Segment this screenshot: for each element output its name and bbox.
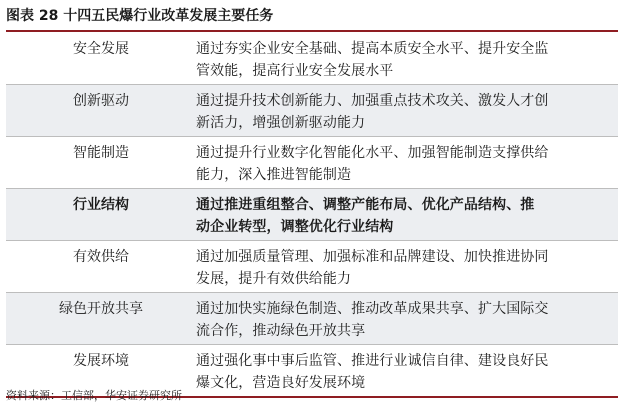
row-category: 安全发展 <box>73 41 129 57</box>
row-category: 发展环境 <box>73 353 129 369</box>
source-note: 资料来源：工信部，华安证券研究所 <box>6 389 182 402</box>
table-row <box>6 137 618 189</box>
row-description <box>192 191 618 238</box>
description-line: 通过提升技术创新能力、加强重点技术攻关、激发人才创 <box>196 93 549 109</box>
table-row <box>6 33 618 85</box>
row-category: 行业结构 <box>73 197 129 213</box>
task-table <box>6 33 618 398</box>
row-description <box>192 347 618 394</box>
description-line: 通过推进重组整合、调整产能布局、优化产品结构、推 <box>196 197 535 213</box>
description-line: 通过加强质量管理、加强标准和品牌建设、加快推进协同 <box>196 249 549 265</box>
description-line: 通过提升行业数字化智能化水平、加强智能制造支撑供给 <box>196 145 549 161</box>
description-line: 流合作，推动绿色开放共享 <box>196 323 366 339</box>
row-description <box>192 35 618 82</box>
description-line: 动企业转型，调整优化行业结构 <box>196 219 394 235</box>
row-description <box>192 295 618 342</box>
table-row <box>6 189 618 241</box>
table-row <box>6 293 618 345</box>
description-line: 能力，深入推进智能制造 <box>196 167 352 183</box>
row-category: 智能制造 <box>73 145 129 161</box>
table-row <box>6 85 618 137</box>
description-line: 新活力，增强创新驱动能力 <box>196 115 366 131</box>
row-category: 有效供给 <box>73 249 129 265</box>
row-description <box>192 139 618 186</box>
description-line: 通过强化事中事后监管、推进行业诚信自律、建设良好民 <box>196 353 549 369</box>
description-line: 管效能，提高行业安全发展水平 <box>196 63 394 79</box>
title-rule <box>6 30 618 32</box>
row-category: 创新驱动 <box>73 93 129 109</box>
description-line: 发展，提升有效供给能力 <box>196 271 352 287</box>
description-line: 通过夯实企业安全基础、提高本质安全水平、提升安全监 <box>196 41 549 57</box>
row-description <box>192 87 618 134</box>
figure-title: 图表 28 十四五民爆行业改革发展主要任务 <box>6 8 274 24</box>
table-row <box>6 241 618 293</box>
description-line: 爆文化，营造良好发展环境 <box>196 375 366 391</box>
description-line: 通过加快实施绿色制造、推动改革成果共享、扩大国际交 <box>196 301 549 317</box>
row-description <box>192 243 618 290</box>
row-category: 绿色开放共享 <box>59 301 143 317</box>
